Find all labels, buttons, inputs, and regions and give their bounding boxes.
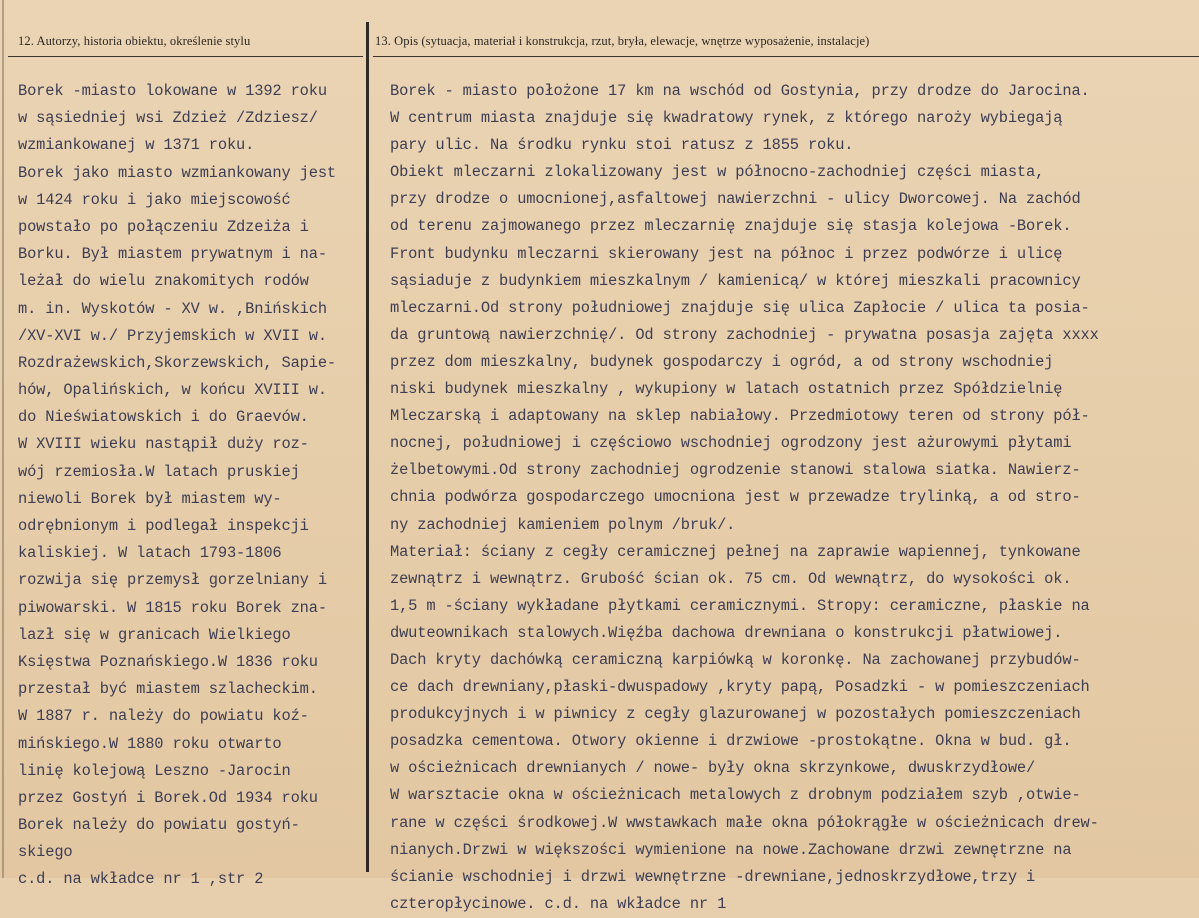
text-line: pary ulic. Na środku rynku stoi ratusz z 1855 roku. [390, 136, 854, 155]
text-line: niski budynek mieszkalny , wykupiony w latach ostatnich przez Spółdzielnię [390, 380, 1063, 399]
text-line: odrębnionym i podlegał inspekcji [18, 517, 309, 535]
text-line: W 1887 r. należy do powiatu koź- [18, 707, 309, 726]
text-line: przez Gostyń i Borek.Od 1934 roku [18, 788, 318, 807]
text-line: /XV-XVI w./ Przyjemskich w XVII w. [18, 326, 327, 345]
text-line: hów, Opalińskich, w końcu XVIII w. [18, 381, 327, 400]
text-line: skiego [18, 843, 73, 862]
text-line: wzmiankowanej w 1371 roku. [18, 136, 255, 155]
text-line: lazł się w granicach Wielkiego [18, 625, 291, 644]
text-line: przez dom mieszkalny, budynek gospodarczy i ogród, a od strony wschodniej [390, 352, 1054, 371]
continuation-note: c.d. na wkładce nr 1 ,str 2 [18, 870, 264, 889]
text-line: 1,5 m -ściany wykładane płytkami ceramicznymi. Stropy: ceramiczne, płaskie na [390, 596, 1090, 615]
text-line: Borek - miasto położone 17 km na wschód od Gostynia, przy drodze do Jarocina. [390, 82, 1090, 100]
text-line: ścianie wschodniej i drzwi wewnętrzne -drewniane,jednoskrzydłowe,trzy i [390, 867, 1036, 886]
text-line: W warsztacie okna w ościeżnicach metalowych z drobnym podziałem szyb ,otwie- [390, 786, 1081, 805]
text-line: od terenu zajmowanego przez mleczarnię znajduje się stasja kolejowa -Borek. [390, 217, 1072, 236]
text-line: da gruntową nawierzchnię/. Od strony zachodniej - prywatna posasja zajęta xxxx [390, 325, 1099, 344]
text-line: posadzka cementowa. Otwory okienne i drzwiowe -prostokątne. Okna w bud. gł. [390, 732, 1072, 751]
text-line: Borek jako miasto wzmiankowany jest [18, 163, 337, 182]
text-line: leżał do wielu znakomitych rodów [18, 272, 309, 291]
text-line: żelbetowymi.Od strony zachodniej ogrodzenie stanowi stalowa siatka. Nawierz- [390, 461, 1081, 480]
text-line: Materiał: ściany z cegły ceramicznej pełnej na zaprawie wapiennej, tynkowane [390, 542, 1081, 561]
section-13-title: 13. Opis (sytuacja, materiał i konstrukcja, rzut, bryła, elewacje, wnętrze wyposażenie, instalacje) [375, 34, 870, 48]
text-line: nianych.Drzwi w większości wymienione na nowe.Zachowane drzwi zewnętrzne na [390, 840, 1072, 859]
text-line: Mleczarską i adaptowany na sklep nabiałowy. Przedmiotowy teren od strony pół- [390, 407, 1090, 426]
history-column [18, 78, 370, 894]
continuation-note: czteropłycinowe. c.d. na wkładce nr 1 [390, 894, 727, 913]
text-line: rane w części środkowej.W wwstawkach małe okna półokrągłe w ościeżnicach drew- [390, 813, 1099, 832]
section-12-title: 12. Autorzy, historia obiektu, określenie stylu [18, 34, 251, 48]
header-rule-left [8, 56, 363, 57]
text-line: chnia podwórza gospodarczego umocniona jest w przewadze trylinką, a od stro- [390, 488, 1081, 507]
text-line: produkcyjnych i w piwnicy z cegły glazurowanej w pozostałych pomieszczeniach [390, 705, 1081, 724]
text-line: Rozdrażewskich,Skorzewskich, Sapie- [18, 353, 337, 372]
text-line: kaliskiej. W latach 1793-1806 [18, 544, 282, 563]
text-line: sąsiaduje z budynkiem mieszkalnym / kamienicą/ w której mieszkali pracownicy [390, 271, 1081, 290]
text-line: w sąsiedniej wsi Zdzież /Zdziesz/ [18, 109, 318, 128]
text-line: mińskiego.W 1880 roku otwarto [18, 734, 282, 753]
text-line: w 1424 roku i jako miejscowość [18, 190, 291, 209]
text-line: piwowarski. W 1815 roku Borek zna- [18, 598, 327, 617]
text-line: Dach kryty dachówką ceramiczną karpiówką w koronkę. Na zachowanej przybudów- [390, 650, 1081, 669]
text-line: wój rzemiosła.W latach pruskiej [18, 462, 300, 481]
description-column [390, 78, 1195, 918]
text-line: powstało po połączeniu Zdzeiża i [18, 217, 309, 236]
text-line: W centrum miasta znajduje się kwadratowy rynek, z którego naroży wybiegają [390, 109, 1063, 128]
text-line: do Nieświatowskich i do Graevów. [18, 408, 309, 427]
text-line: mleczarni.Od strony południowej znajduje się ulica Zapłocie / ulica ta posia- [390, 298, 1090, 317]
header-rule-right [373, 56, 1199, 57]
page-edge [2, 0, 4, 878]
text-line: linię kolejową Leszno -Jarocin [18, 761, 291, 780]
text-line: W XVIII wieku nastąpił duży roz- [18, 435, 309, 454]
text-line: niewoli Borek był miastem wy- [18, 489, 282, 508]
text-line: zewnątrz i wewnątrz. Grubość ścian ok. 75 cm. Od wewnątrz, do wysokości ok. [390, 569, 1072, 588]
text-line: ny zachodniej kamieniem polnym /bruk/. [390, 515, 736, 534]
text-line: Borek należy do powiatu gostyń- [18, 816, 300, 835]
text-line: dwuteownikach stalowych.Więźba dachowa drewniana o konstrukcji płatwiowej. [390, 623, 1063, 642]
text-line: ce dach drewniany,płaski-dwuspadowy ,kryty papą, Posadzki - w pomieszczeniach [390, 678, 1090, 697]
text-line: Front budynku mleczarni skierowany jest na północ i przez podwórze i ulicę [390, 244, 1063, 263]
text-line: przestał być miastem szlacheckim. [18, 680, 318, 699]
text-line: rozwija się przemysł gorzelniany i [18, 571, 327, 590]
text-line: w ościeżnicach drewnianych / nowe- były okna skrzynkowe, dwuskrzydłowe/ [390, 759, 1036, 778]
text-line: m. in. Wyskotów - XV w. ,Bnińskich [18, 299, 327, 318]
text-line: Borku. Był miastem prywatnym i na- [18, 245, 327, 264]
text-line: Księstwa Poznańskiego.W 1836 roku [18, 652, 318, 671]
text-line: Obiekt mleczarni zlokalizowany jest w północno-zachodniej części miasta, [390, 163, 1045, 182]
text-line: Borek -miasto lokowane w 1392 roku [18, 82, 327, 100]
text-line: nocnej, południowej i częściowo wschodniej ogrodzony jest ażurowymi płytami [390, 434, 1072, 453]
text-line: przy drodze o umocnionej,asfaltowej nawierzchni - ulicy Dworcowej. Na zachód [390, 190, 1081, 209]
